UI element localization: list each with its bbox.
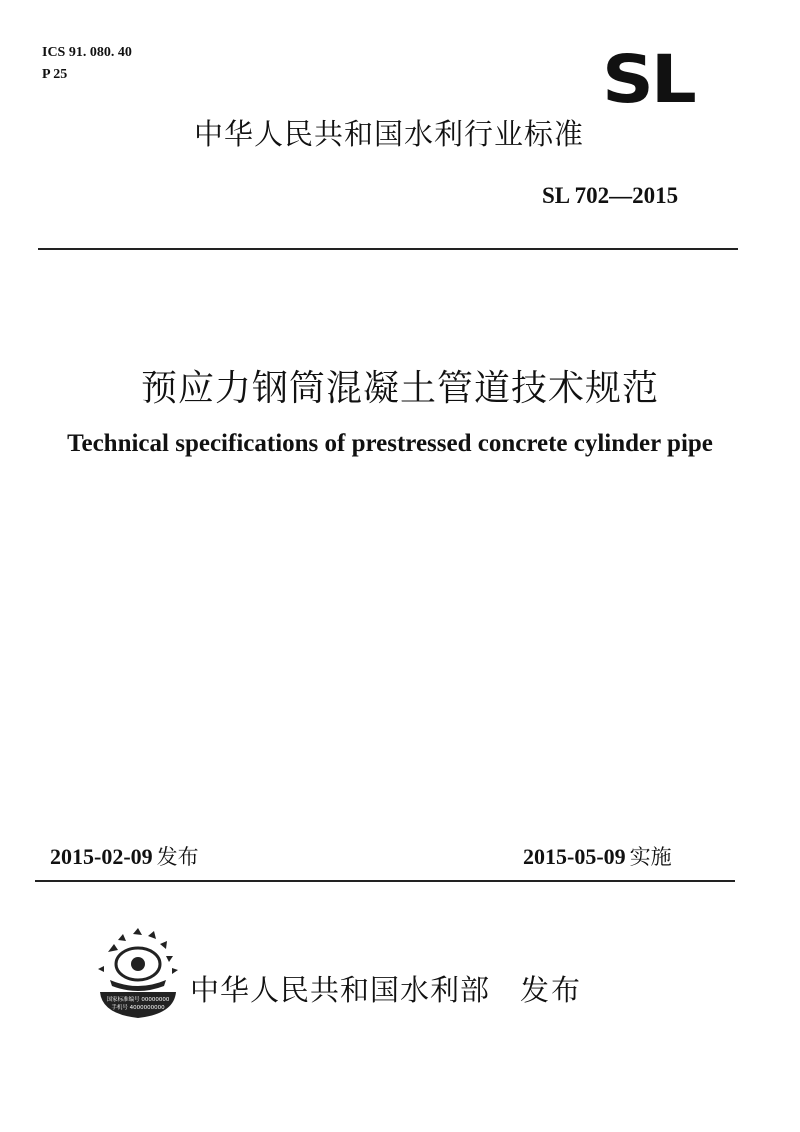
classification-codes — [42, 42, 132, 86]
issue-label: 发布 — [156, 845, 199, 869]
publisher-action: 发布 — [520, 973, 583, 1007]
issue-date-line — [50, 841, 199, 871]
sl-logo: SL — [602, 40, 694, 118]
implement-date-line — [523, 841, 672, 871]
bottom-divider — [35, 880, 735, 882]
seal-line2: 手机号 4000000000 — [111, 1005, 165, 1011]
implement-label: 实施 — [629, 845, 672, 869]
ics-code: ICS 91. 080. 40 — [42, 45, 132, 60]
seal-line1: 国家标准编号 00000000 — [106, 997, 170, 1003]
top-divider — [38, 248, 738, 250]
standard-number: SL 702—2015 — [542, 183, 679, 208]
issue-date: 2015-02-09 — [50, 844, 153, 869]
publisher-name: 中华人民共和国水利部 — [190, 973, 491, 1007]
title-chinese: 预应力钢筒混凝土管道技术规范 — [140, 368, 659, 409]
publisher-seal-icon — [88, 922, 188, 1022]
standard-category: 中华人民共和国水利行业标准 — [194, 117, 585, 151]
title-english: Technical specifications of prestressed concrete cylinder pipe — [67, 430, 713, 457]
ccs-code: P 25 — [42, 67, 68, 82]
implement-date: 2015-05-09 — [523, 844, 626, 869]
